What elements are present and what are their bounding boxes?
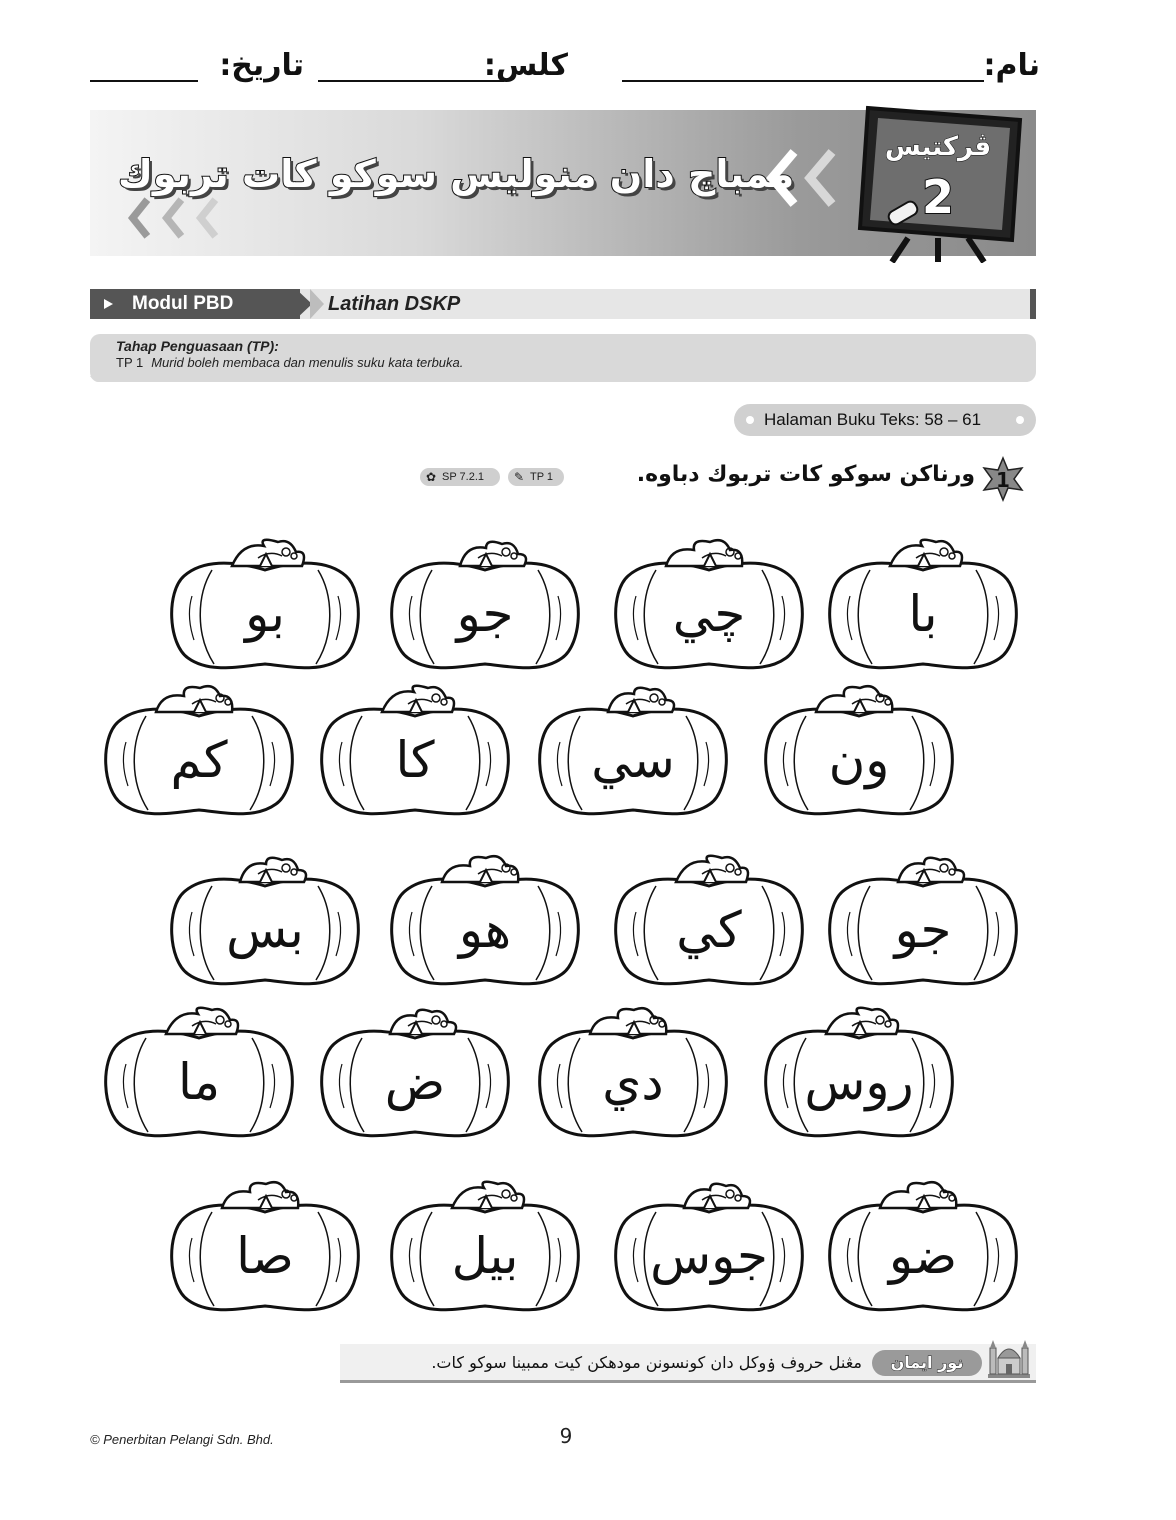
tp-icon: ✎ (514, 470, 525, 484)
question-number: 1 (996, 468, 1010, 492)
syllable-text: ضو (888, 1227, 958, 1285)
module-end-mark (1030, 289, 1036, 319)
dot-icon (1016, 416, 1024, 424)
class-line[interactable] (318, 80, 504, 82)
pumpkin-1-3 (382, 536, 588, 672)
syllable-text: ض (384, 1053, 446, 1111)
pumpkin-1-2 (606, 536, 812, 672)
mosque-icon (986, 1334, 1032, 1380)
nur-iman-label: نور ايمان (872, 1350, 982, 1376)
name-line[interactable] (622, 80, 984, 82)
instruction-text: ورناكن سوكو كات تربوك دباوه. (636, 462, 975, 487)
syllable-text: ون (828, 731, 890, 789)
textbook-pages-pill (734, 404, 1036, 436)
dot-icon (746, 416, 754, 424)
class-field[interactable] (318, 48, 568, 88)
arrow-icon (310, 289, 324, 319)
name-field[interactable] (622, 48, 1040, 88)
pumpkin-5-1 (820, 1178, 1026, 1314)
pumpkin-1-4 (162, 536, 368, 672)
pumpkin-3-1 (820, 852, 1026, 988)
syllable-text: چي (672, 585, 746, 643)
pumpkin-3-2 (606, 852, 812, 988)
syllable-text: با (908, 585, 938, 643)
date-line[interactable] (90, 80, 198, 82)
module-tag-label: Modul PBD (132, 293, 234, 314)
tp-badge (508, 468, 564, 486)
page-number: 9 (559, 1424, 573, 1448)
flower-icon: ✿ (426, 470, 437, 484)
name-label: نام: (983, 48, 1040, 83)
syllable-text: ما (177, 1053, 221, 1111)
practice-board (848, 98, 1028, 263)
pumpkin-4-3 (312, 1004, 518, 1140)
pumpkin-2-2 (530, 682, 736, 818)
worksheet-title: ممباچ دان منوليس سوكو كات تربوك (118, 152, 795, 196)
mastery-level-description: Murid boleh membaca dan menulis suku kata terbuka. (151, 355, 464, 370)
wave-decoration (90, 376, 1036, 388)
copyright: © Penerbitan Pelangi Sdn. Bhd. (90, 1432, 274, 1447)
module-tag (90, 289, 300, 319)
syllable-text: جو (456, 585, 514, 643)
practice-number: 2 (921, 170, 954, 224)
textbook-pages-label: Halaman Buku Teks: 58 – 61 (764, 410, 982, 429)
nur-iman-underline (340, 1380, 1036, 1383)
syllable-text: دي (602, 1053, 664, 1111)
mastery-level-heading: Tahap Penguasaan (TP): (116, 338, 279, 354)
syllable-text: صا (236, 1227, 294, 1285)
syllable-text: كا (395, 731, 435, 789)
pumpkin-4-2 (530, 1004, 736, 1140)
syllable-text: سي (591, 731, 675, 789)
module-bar (90, 289, 1036, 319)
syllable-text: روس (804, 1053, 914, 1111)
question-number-star-icon (980, 456, 1026, 502)
nur-iman-text: مڠنل حروف ۏوكل دان كونسونن مودهكن كيت ممبينا سوكو كات. (431, 1353, 862, 1372)
syllable-text: جوس (650, 1227, 768, 1285)
pumpkin-1-1 (820, 536, 1026, 672)
syllable-text: هو (458, 901, 512, 959)
practice-word: ڤركتيس (884, 132, 992, 162)
chevron-left-icon (156, 196, 192, 240)
class-label: كلس: (483, 48, 568, 83)
pumpkin-4-4 (96, 1004, 302, 1140)
date-field[interactable] (90, 48, 304, 88)
pumpkin-3-3 (382, 852, 588, 988)
mastery-level-item (116, 355, 1010, 370)
tp-badge-label: TP 1 (530, 471, 554, 483)
sp-badge (420, 468, 500, 486)
pumpkin-4-1 (756, 1004, 962, 1140)
mastery-level-box (90, 334, 1036, 382)
pumpkin-5-2 (606, 1178, 812, 1314)
chevron-left-icon (800, 148, 840, 208)
chevron-left-icon (190, 196, 226, 240)
play-icon (104, 299, 113, 309)
date-label: تاريخ: (219, 48, 304, 83)
pumpkin-2-4 (96, 682, 302, 818)
chevron-left-icon (122, 196, 158, 240)
pumpkin-2-1 (756, 682, 962, 818)
mastery-level-code: TP 1 (116, 355, 144, 370)
syllable-text: كي (676, 901, 742, 959)
syllable-text: كم (170, 731, 228, 789)
module-subtitle: Latihan DSKP (328, 293, 461, 315)
syllable-text: بس (226, 901, 304, 959)
pumpkin-5-4 (162, 1178, 368, 1314)
pumpkin-2-3 (312, 682, 518, 818)
syllable-text: بو (245, 585, 285, 643)
pumpkin-5-3 (382, 1178, 588, 1314)
syllable-text: بيل (451, 1227, 519, 1285)
sp-badge-label: SP 7.2.1 (442, 471, 484, 483)
syllable-text: جو (894, 901, 952, 959)
chevron-left-icon (762, 148, 802, 208)
pumpkin-3-4 (162, 852, 368, 988)
